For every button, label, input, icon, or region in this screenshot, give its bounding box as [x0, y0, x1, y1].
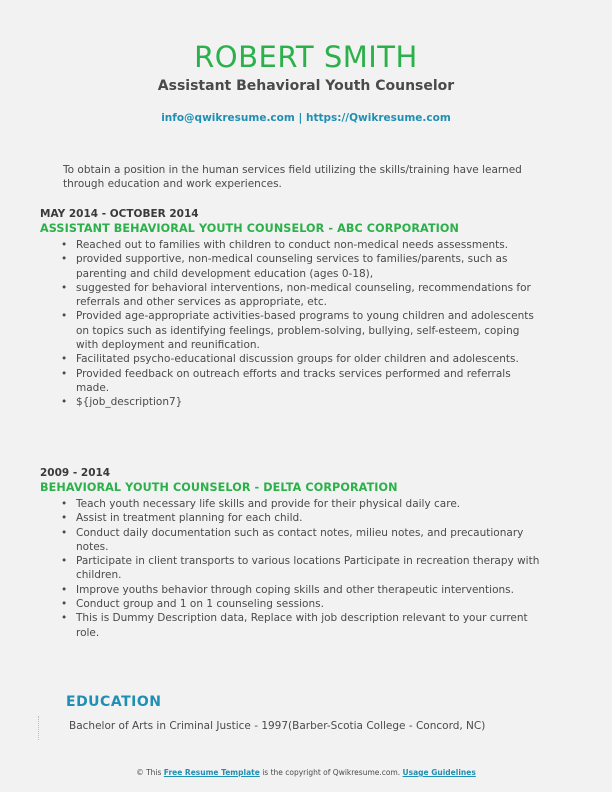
job-bullet: • Facilitated psycho-educational discussion groups for older children and adolescents.	[76, 352, 540, 366]
contact-separator: |	[298, 112, 303, 124]
job-bullet: • Conduct daily documentation such as contact notes, milieu notes, and precautionary notes.	[76, 526, 540, 555]
job-bullet: • Assist in treatment planning for each child.	[76, 511, 540, 525]
usage-guidelines-link[interactable]: Usage Guidelines	[402, 768, 476, 777]
job-bullet: • Participate in client transports to various locations Participate in recreation therapy with children.	[76, 554, 540, 583]
footer-prefix: © This	[136, 768, 162, 777]
education-entry: Bachelor of Arts in Criminal Justice - 1997(Barber-Scotia College - Concord, NC)	[69, 720, 486, 732]
footer	[0, 768, 612, 777]
job-bullet: • This is Dummy Description data, Replace with job description relevant to your current role.	[76, 611, 540, 640]
objective-text: To obtain a position in the human services field utilizing the skills/training have learned through education and work experiences.	[63, 164, 522, 190]
job-bullet: • suggested for behavioral interventions, non-medical counseling, recommendations for referrals and other services as appropriate, etc.	[76, 281, 540, 310]
job-bullet: • Reached out to families with children to conduct non-medical needs assessments.	[76, 238, 540, 252]
website-link[interactable]: https://Qwikresume.com	[305, 112, 451, 124]
job-entry	[40, 466, 540, 640]
job-dates: MAY 2014 - OCTOBER 2014	[40, 208, 199, 220]
candidate-title: Assistant Behavioral Youth Counselor	[157, 78, 455, 94]
education-heading: EDUCATION	[66, 694, 162, 710]
education-divider	[38, 716, 40, 740]
job-bullet: • Provided feedback on outreach efforts and tracks services performed and referrals made.	[76, 367, 540, 396]
job-bullets	[40, 238, 540, 410]
job-bullet: • ${job_description7}	[76, 395, 540, 409]
free-resume-template-link[interactable]: Free Resume Template	[163, 768, 260, 777]
job-dates: 2009 - 2014	[40, 467, 111, 479]
job-title: ASSISTANT BEHAVIORAL YOUTH COUNSELOR - ABC CORPORATION	[40, 222, 460, 235]
candidate-name: ROBERT SMITH	[194, 40, 418, 74]
contact-line	[0, 112, 612, 124]
email-link[interactable]: info@qwikresume.com	[161, 112, 295, 124]
job-entry	[40, 207, 540, 410]
footer-copyright: is the copyright of Qwikresume.com.	[262, 768, 401, 777]
job-title: BEHAVIORAL YOUTH COUNSELOR - DELTA CORPORATION	[40, 481, 398, 494]
job-bullets	[40, 497, 540, 640]
job-bullet: • Conduct group and 1 on 1 counseling sessions.	[76, 597, 540, 611]
job-bullet: • Provided age-appropriate activities-based programs to young children and adolescents on topics such as identifying feelings, problem-solving, bullying, self-esteem, coping with deployment and reunification.	[76, 309, 540, 352]
job-bullet: • provided supportive, non-medical counseling services to families/parents, such as parenting and child development education (ages 0-18),	[76, 252, 540, 281]
job-bullet: • Teach youth necessary life skills and provide for their physical daily care.	[76, 497, 540, 511]
job-bullet: • Improve youths behavior through coping skills and other therapeutic interventions.	[76, 583, 540, 597]
